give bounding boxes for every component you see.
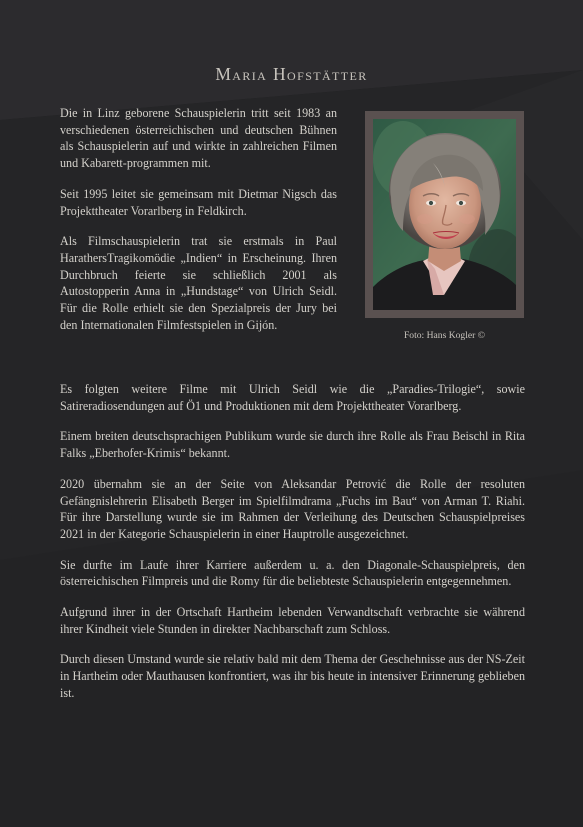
page-title: Maria Hofstätter [215,64,368,84]
intro-paragraph: Die in Linz geborene Schauspielerin tritt seit 1983 an verschiedenen österreichischen und deutschen Bühnen als Schauspielerin auf und wirkte in zahlreichen Filmen und Kabarett-programmen mit. [60,106,337,171]
body-paragraph: Durch diesen Umstand wurde sie relativ bald mit dem Thema der Geschehnisse aus der NS-Zeit in Hartheim oder Mauthausen konfrontiert, was ihr bis heute in intensiver Erinnerung geblieben ist. [60,652,525,700]
body-paragraph: Es folgten weitere Filme mit Ulrich Seidl wie die „Paradies-Trilogie“, sowie Satireradiosendungen auf Ö1 und Produktionen mit dem Projekttheater Vorarlberg. [60,382,525,413]
body-text [60,381,525,716]
portrait-photo [373,119,516,310]
body-paragraph: Sie durfte im Laufe ihrer Karriere außerdem u. a. den Diagonale-Schauspielpreis, den österreichischen Filmpreis und die Romy für die beliebteste Schauspielerin entgegennehmen. [60,557,525,589]
intro-paragraph: Seit 1995 leitet sie gemeinsam mit Dietmar Nigsch das Projekttheater Vorarlberg in Feldkirch. [60,186,337,218]
intro-column [60,105,337,347]
body-paragraph: Aufgrund ihrer in der Ortschaft Hartheim lebenden Verwandtschaft verbrachte sie während ihrer Kindheit viele Stunden in direkter Nachbarschaft zum Schloss. [60,605,525,636]
intro-paragraph: Als Filmschauspielerin trat sie erstmals in Paul HarathersTragikomödie „Indien“ in Erscheinung. Ihren Durchbruch feierte sie schließlich 2001 als Autostopperin Anna in „Hundstage“ von Ulrich Seidl. Für die Rolle erhielt sie den Spezialpreis der Jury bei den Internationalen Filmfestspielen in Gijón. [60,234,337,332]
portrait-frame [365,111,524,318]
body-paragraph: Einem breiten deutschsprachigen Publikum wurde sie durch ihre Rolle als Frau Beischl in Rita Falks „Eberhofer-Krimis“ bekannt. [60,429,525,461]
body-paragraph: 2020 übernahm sie an der Seite von Aleksandar Petrović die Rolle der resoluten Gefängnislehrerin Elisabeth Berger im Spielfilmdrama „Fuchs im Bau“ von Arman T. Riahi. Für ihre Darstellung wurde sie im Rahmen der Verleihung des Deutschen Schauspielpreises 2021 in der Kategorie Schauspielerin in einer Hauptrolle ausgezeichnet. [60,476,525,541]
photo-caption: Foto: Hans Kogler © [403,330,486,341]
